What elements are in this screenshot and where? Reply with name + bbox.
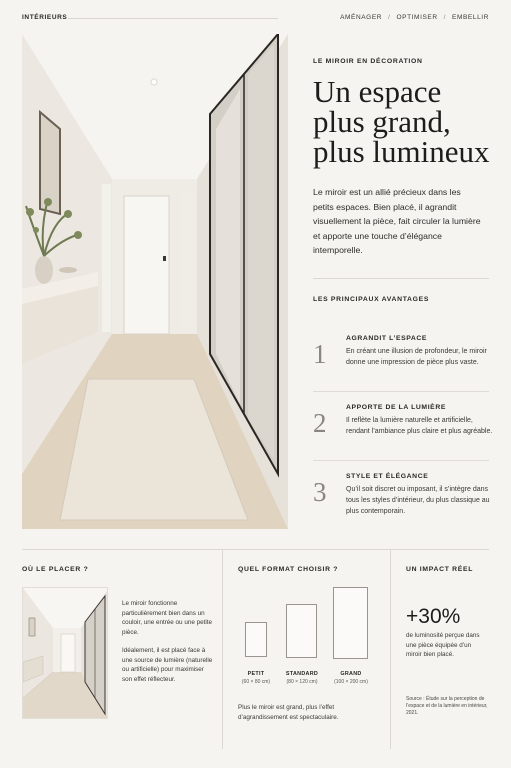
format-standard-label [277,671,327,685]
format-large-frame [333,587,368,659]
advantage-text: Qu’il soit discret ou imposant, il s’intègre dans tous les styles d’intérieur, du plus classique au plus contemporain. [346,486,490,515]
format-size-dims: (100 × 200 cm) [334,679,368,685]
format-standard-frame [286,604,317,658]
header-rule [68,18,278,19]
impact-value: +30% [406,605,461,628]
advantage-number: 1 [313,339,327,369]
where-title: OÙ LE PLACER ? [22,566,89,573]
advantage-number: 2 [313,408,327,438]
column-divider [390,549,391,749]
format-size-name: STANDARD [285,671,319,677]
top-nav [340,14,489,21]
nav-separator: / [388,14,391,21]
format-size-name: PETIT [247,671,265,677]
format-large-label [326,671,376,685]
format-small-frame [245,622,267,657]
advantages-title: LES PRINCIPAUX AVANTAGES [313,295,430,303]
nav-link-embellir[interactable]: EMBELLIR [452,14,489,21]
column-divider [222,549,223,749]
bottom-divider [22,549,489,550]
advantages-list [313,335,493,535]
advantage-text: En créant une illusion de profondeur, le miroir donne une impression de pièce plus vaste. [346,348,487,366]
article-intro: Le miroir est un allié précieux dans les petits espaces. Bien placé, il agrandit visuellement la pièce, fait circuler la lumière et apporte une touche d’élégance intemporelle. [313,187,481,255]
headline-line: plus grand, [313,104,451,139]
advantage-title: AGRANDIT L’ESPACE [346,335,428,342]
headline-line: plus lumineux [313,134,490,169]
advantage-title: STYLE ET ÉLÉGANCE [346,473,429,480]
article-headline [313,74,490,169]
brand-label: INTÉRIEURS [22,14,68,21]
format-size-dims: (60 × 80 cm) [241,679,271,685]
advantage-divider [313,460,489,461]
nav-link-amenager[interactable]: AMÉNAGER [340,14,383,21]
format-title: QUEL FORMAT CHOISIR ? [238,566,339,573]
where-text-2: Idéalement, il est placé face à une source de lumière (naturelle ou artificielle) pour maximiser son effet réflecteur. [122,647,213,683]
top-bar [22,14,489,26]
impact-source: Source : Étude sur la perception de l’espace et de la lumière en intérieur, 2021. [406,696,488,716]
advantage-divider [313,391,489,392]
nav-separator: / [443,14,447,21]
headline-line: Un espace [313,74,442,109]
advantage-title: APPORTE DE LA LUMIÈRE [346,404,446,411]
article-column [313,58,489,303]
impact-text: de luminosité perçue dans une pièce équipée d’un miroir bien placé. [406,632,480,659]
hero-image [22,34,288,529]
advantage-text: Il reflète la lumière naturelle et artificielle, rendant l’ambiance plus claire et plus agréable. [346,417,493,435]
impact-title: UN IMPACT RÉEL [406,566,474,573]
hallway-sketch [22,587,108,719]
nav-link-optimiser[interactable]: OPTIMISER [396,14,438,21]
format-size-name: GRAND [340,671,362,677]
format-size-dims: (80 × 120 cm) [286,679,318,685]
format-small-label [231,671,281,685]
article-eyebrow: LE MIROIR EN DÉCORATION [313,58,423,65]
advantage-number: 3 [313,477,327,507]
format-note: Plus le miroir est grand, plus l’effet d’agrandissement est spectaculaire. [238,704,339,721]
where-text-1: Le miroir fonctionne particulièrement bien dans un couloir, une entrée ou une petite pièce. [122,600,212,636]
section-divider [313,278,489,279]
